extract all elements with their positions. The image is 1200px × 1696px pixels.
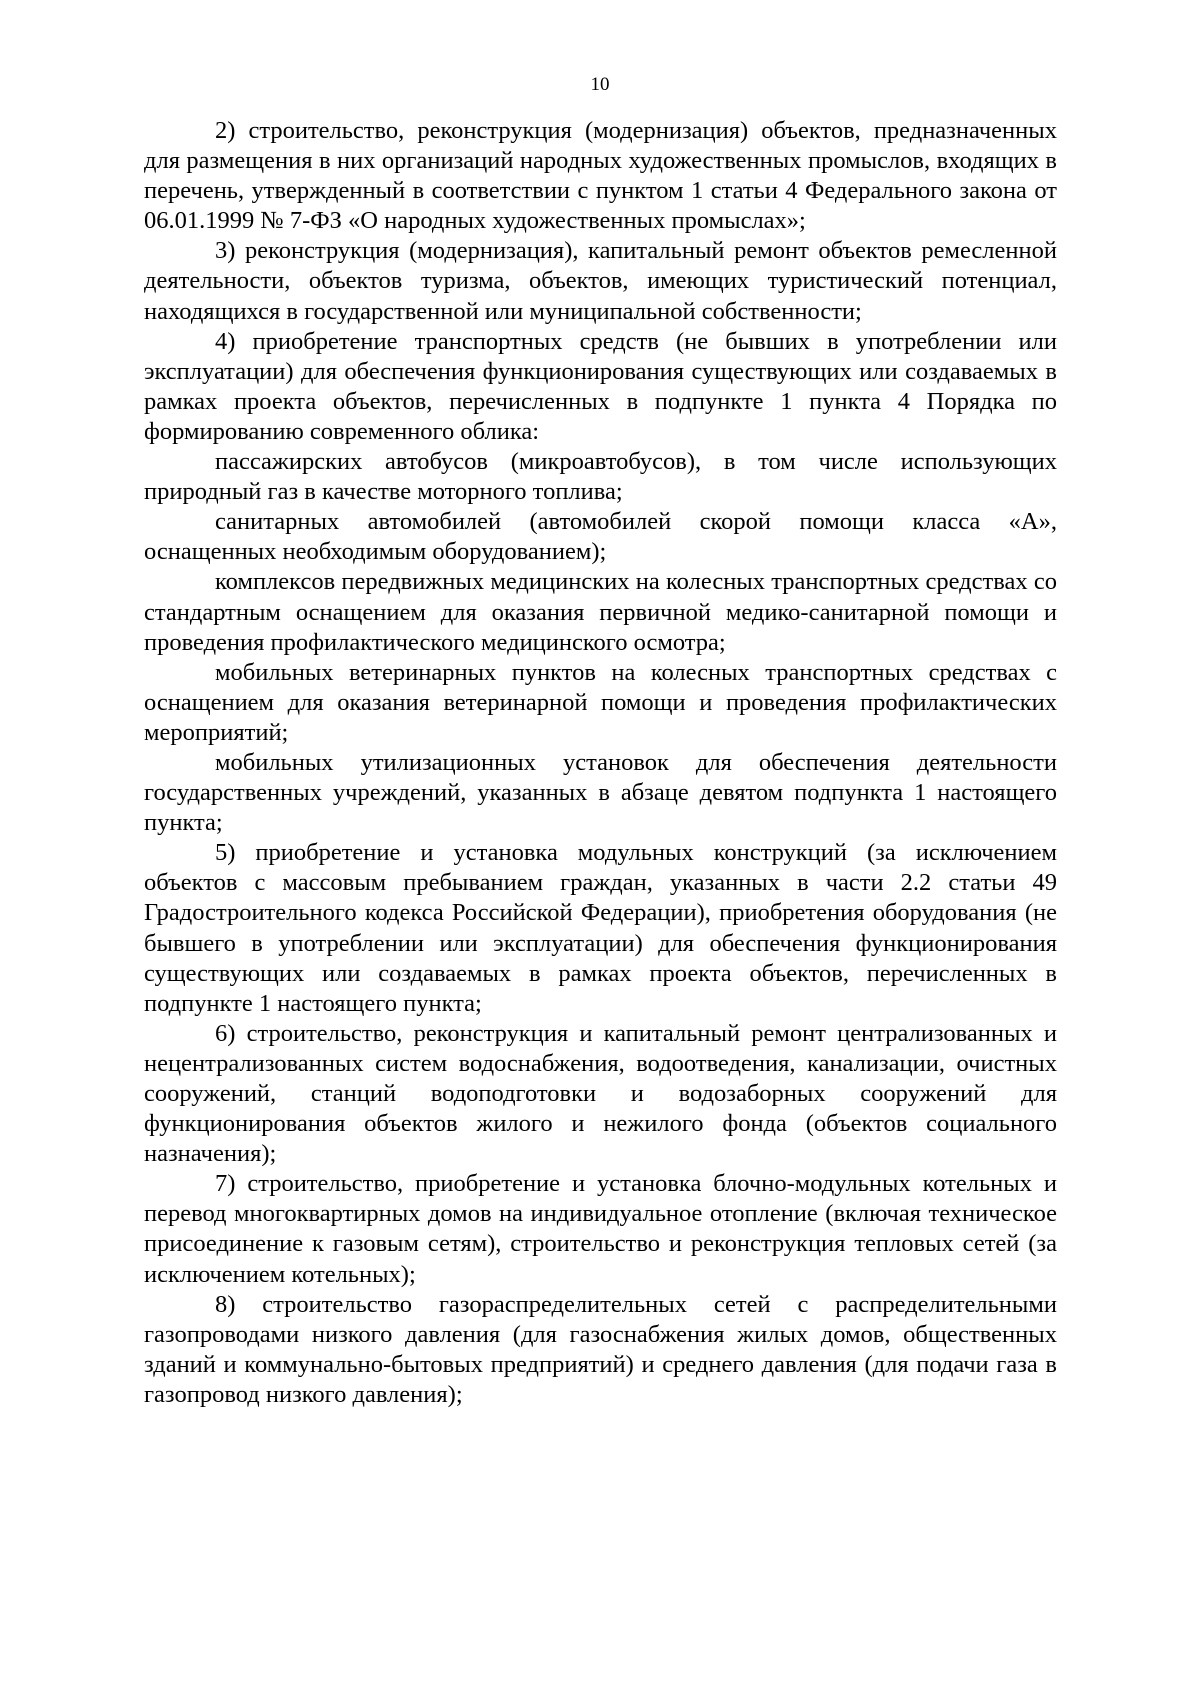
paragraph-item-6: 6) строительство, реконструкция и капитальный ремонт централизованных и нецентрализованных систем водоснабжения, водоотведения, канализации, очистных сооружений, станций водоподготовки и водозаборных сооружений для функционирования объектов жилого и нежилого фонда (объектов социального назначения); bbox=[144, 1019, 1057, 1168]
paragraph-item-4: 4) приобретение транспортных средств (не бывших в употреблении или эксплуатации) для обеспечения функционирования существующих или создаваемых в рамках проекта объектов, перечисленных в подпункте 1 пункта 4 Порядка по формированию современного облика: bbox=[144, 327, 1057, 445]
paragraph-item-3: 3) реконструкция (модернизация), капитальный ремонт объектов ремесленной деятельности, объектов туризма, объектов, имеющих туристический потенциал, находящихся в государственной или муниципальной собственности; bbox=[144, 237, 1057, 325]
paragraph-item-8: 8) строительство газораспределительных сетей с распределительными газопроводами низкого давления (для газоснабжения жилых домов, общественных зданий и коммунально-бытовых предприятий) и среднего давления (для подачи газа в газопровод низкого давления); bbox=[144, 1290, 1057, 1408]
paragraph-ambulances: санитарных автомобилей (автомобилей скорой помощи класса «А», оснащенных необходимым оборудованием); bbox=[144, 508, 1057, 566]
document-body bbox=[144, 116, 1057, 1410]
paragraph-mobile-disposal: мобильных утилизационных установок для обеспечения деятельности государственных учреждений, указанных в абзаце девятом подпункта 1 настоящего пункта; bbox=[144, 748, 1057, 837]
paragraph-mobile-veterinary: мобильных ветеринарных пунктов на колесных транспортных средствах с оснащением для оказания ветеринарной помощи и проведения профилактических мероприятий; bbox=[144, 658, 1057, 746]
paragraph-item-7: 7) строительство, приобретение и установка блочно-модульных котельных и перевод многоквартирных домов на индивидуальное отопление (включая техническое присоединение к газовым сетям), строительство и реконструкция тепловых сетей (за исключением котельных); bbox=[144, 1170, 1057, 1288]
page-number: 10 bbox=[590, 74, 610, 95]
paragraph-item-5: 5) приобретение и установка модульных конструкций (за исключением объектов с массовым пребыванием граждан, указанных в части 2.2 статьи 49 Градостроительного кодекса Российской Федерации), приобретения оборудования (не бывшего в употреблении или эксплуатации) для обеспечения функционирования существующих или создаваемых в рамках проекта объектов, перечисленных в подпункте 1 настоящего пункта; bbox=[144, 839, 1057, 1017]
paragraph-mobile-medical: комплексов передвижных медицинских на колесных транспортных средствах со стандартным оснащением для оказания первичной медико-санитарной помощи и проведения профилактического медицинского осмотра; bbox=[144, 568, 1057, 656]
paragraph-buses: пассажирских автобусов (микроавтобусов), в том числе использующих природный газ в качестве моторного топлива; bbox=[144, 448, 1057, 506]
paragraph-item-2: 2) строительство, реконструкция (модернизация) объектов, предназначенных для размещения в них организаций народных художественных промыслов, входящих в перечень, утвержденный в соответствии с пунктом 1 статьи 4 Федерального закона от 06.01.1999 № 7-ФЗ «О народных художественных промыслах»; bbox=[144, 117, 1057, 235]
